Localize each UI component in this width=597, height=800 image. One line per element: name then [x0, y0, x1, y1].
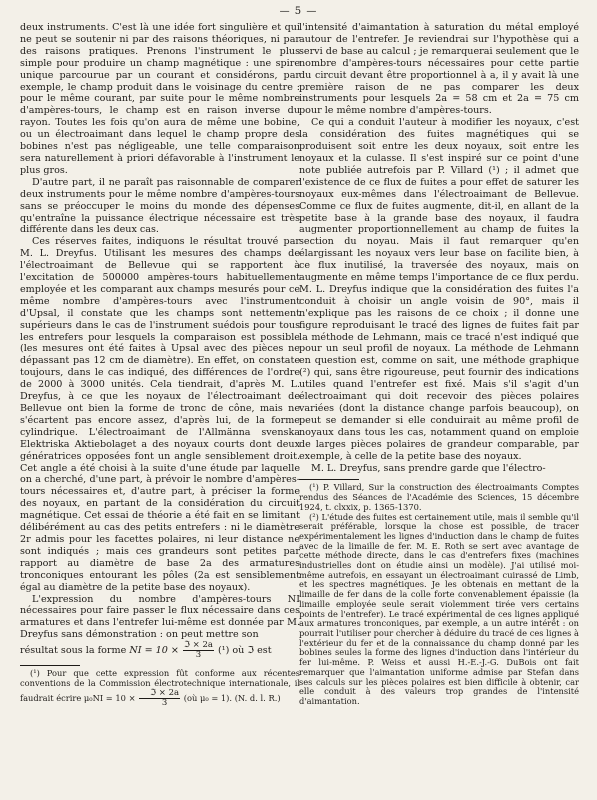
footnote-fraction — [139, 689, 180, 708]
footnote: (²) L'étude des fuites est certainement utile, mais il semble qu'il serait préférable, lorsque la chose est possible, de tracer expérimentalement les lignes d'induction dans le champ de fuites avec de la limaille de fer. M. E. Roth se sert avec avantage de cette méthode directe, dans le cas d'entrefers fixes (machines industrielles dont on étudie ainsi un modèle). J'ai utilisé moi-même autrefois, en essayant un électroaimant cuirassé de Limb, et les spectres magnétiques. Je les obtenais en mettant de la limaille de fer dans de la colle forte convenablement épaissie (la limaille employée seule serait violemment tirée vers certains points de l'entrefer). Le tracé expérimental de ces lignes appliqué aux armatures tronconiques, par exemple, a un autre intérêt : on pourrait l'utiliser pour chercher à déduire du tracé de ces lignes à l'extérieur du fer et de la connaissance du champ donné par les bobines seules la forme des lignes d'induction dans l'intérieur du fer lui-même. P. Weiss et aussi H.-E.-J.-G. DuBois ont fait remarquer que l'aimantation uniforme admise par Stefan dans ses calculs sur les pièces polaires est bien difficile à obtenir, car elle conduit à des valeurs trop grandes de l'intensité d'aimantation. — [299, 511, 579, 706]
formula-suffix: (¹) où ℑ est — [214, 645, 272, 657]
paragraph: Ces réserves faites, indiquons le résultat trouvé par M. L. Dreyfus. Utilisant les mesures des champs de l'électroaimant de Bellevue qui se rapportent à l'excitation de 500000 ampères-tours habituellement employée et les comparant aux champs mesurés pour ce même nombre d'ampères-tours avec l'instrument d'Upsal, il constate que les champs sont nettement supérieurs dans le cas de l'instrument suédois pour tous les entrefers pour lesquels la comparaison est possible (les mesures ont été faites à Upsal avec des pièces ne dépassant pas 12 cm de diamètre). En effet, on constate toujours, dans le cas indiqué, des différences de l'ordre de 2000 à 3000 unités. Cela tiendrait, d'après M. L. Dreyfus, à ce que les noyaux de l'électroaimant de Bellevue ont bien la forme de tronc de cône, mais ne s'écartent pas encore assez, d'après lui, de la forme cylindrique. L'électroaimant de l'Allmänna svenska Elektriska Aktiebolaget a des noyaux courts dont deux génératrices opposées font un angle sensiblement droit. Cet angle a été choisi à la suite d'une étude par laquelle on a cherché, d'une part, à prévoir le nombre d'ampères-tours nécessaires et, d'autre part, à préciser la forme des noyaux, en partant de la considération du circuit magnétique. Cet essai de théorie a été fait en se limitant délibérément au cas des petits entrefers : ni le diamètre 2r admis pour les facettes polaires, ni leur distance ne sont indiqués ; mais ces grandeurs sont petites par rapport au diamètre de base 2a des armatures tronconiques entourant les pôles (2a est sensiblement égal au diamètre de la petite base des noyaux). — [20, 236, 300, 593]
footnote-denominator: 3 — [161, 697, 168, 708]
right-footnotes — [299, 483, 579, 706]
paragraph: l'intensité d'aimantation à saturation du métal employé autour de l'entrefer. Je reviendrai sur l'hypothèse qui a servi de base au calcul ; je remarquerai seulement que le nombre d'ampères-tours nécessaires pour cette partie du circuit devant être proportionnel à a, il y avait là une première raison de ne pas comparer les deux instruments pour lesquels 2a = 58 cm et 2a = 75 cm pour le même nombre d'ampères-tours. — [299, 22, 579, 117]
right-column — [299, 22, 579, 707]
formula-line — [20, 641, 300, 660]
footnote-divider — [299, 479, 359, 480]
paragraph: Ce qui a conduit l'auteur à modifier les noyaux, c'est la considération des fuites magnétiques qui se produisent soit entre les deux noyaux, soit entre les noyaux et la culasse. Il s'est inspiré sur ce point d'une note publiée autrefois par P. Villard (¹) ; il admet que l'existence de ce flux de fuites a pour effet de saturer les noyaux eux-mêmes dans l'électroaimant de Bellevue. Comme ce flux de fuites augmente, dit-il, en allant de la petite base à la grande base des noyaux, il faudra augmenter proportionnellement au champ de fuites la section du noyau. Mais il faut remarquer qu'en élargissant les noyaux vers leur base on facilite bien, à ce flux inutilisé, la traversée des noyaux, mais on augmente en même temps l'importance de ce flux perdu. M. L. Dreyfus indique que la considération des fuites l'a conduit à choisir un angle voisin de 90°, mais il n'explique pas les raisons de ce choix ; il donne une figure reproduisant le tracé des lignes de fuites fait par la méthode de Lehmann, mais ce tracé n'est indiqué que pour un seul profil de noyaux. La méthode de Lehmann en question est, comme on sait, une méthode graphique (²) qui, sans être rigoureuse, peut fournir des indications utiles quand l'entrefer est fixé. Mais s'il s'agit d'un électroaimant qui doit recevoir des pièces polaires variées (dont la distance change parfois beaucoup), on peut se demander si elle conduirait au même profil de noyaux dans tous les cas, notamment quand on emploie de larges pièces polaires de grandeur comparable, par exemple, à celle de la petite base des noyaux. — [299, 117, 579, 462]
paragraph: deux instruments. C'est là une idée fort singulière et qui ne peut se soutenir ni par des raisons théoriques, ni par des raisons pratiques. Prenons l'instrument le plus simple pour produire un champ magnétique : une spire unique parcourue par un courant et considérons, par exemple, le champ produit dans le voisinage du centre : pour le même courant, par suite pour le même nombre d'ampères-tours, le champ est en raison inverse du rayon. Toutes les fois qu'on aura de même une bobine, ou un électroaimant dans lequel le champ propre des bobines n'est pas négligeable, une telle comparaison sera naturellement à priori défavorable à l'instrument le plus gros. — [20, 22, 300, 176]
footnote — [20, 669, 300, 707]
footnote-numerator: ℑ × 2a — [139, 689, 180, 699]
footnote-divider — [20, 665, 80, 666]
formula-denominator: 3 — [195, 650, 202, 661]
left-column — [20, 22, 300, 708]
footnote: (¹) P. Villard, Sur la construction des électroaimants Comptes rendus des Séances de l'Académie des Sciences, 15 décembre 1924, t. clxxix, p. 1365-1370. — [299, 482, 579, 512]
formula-prefix: résultat sous la forme — [20, 645, 130, 657]
paragraph: L'expression du nombre d'ampères-tours NI nécessaires pour faire passer le flux nécessaire dans ces armatures et dans l'entrefer lui-même est donnée par M. Dreyfus sans démonstration : on peut mettre son — [20, 593, 300, 641]
page-number: — 5 — — [279, 6, 318, 17]
formula-lhs: NI = 10 × — [129, 645, 183, 657]
footnote-text: (¹) Pour que cette expression fût conforme aux récentes conventions de la Commission électrotechnique internationale, il faudrait écrire μ₀NI = 10 × — [20, 668, 300, 703]
formula-fraction — [183, 641, 214, 660]
paragraph: D'autre part, il ne paraît pas raisonnable de comparer deux instruments pour le même nombre d'ampères-tours sans se préoccuper le moins du monde des dépenses qu'entraîne la puissance électrique nécessaire est très différente dans les deux cas. — [20, 176, 300, 236]
paragraph: M. L. Dreyfus, sans prendre garde que l'électro- — [311, 462, 546, 474]
footnote-text-end: (où μ₀ = 1). (N. d. l. R.) — [181, 692, 281, 703]
formula-numerator: ℑ × 2a — [184, 640, 213, 651]
left-footnotes — [20, 669, 300, 707]
